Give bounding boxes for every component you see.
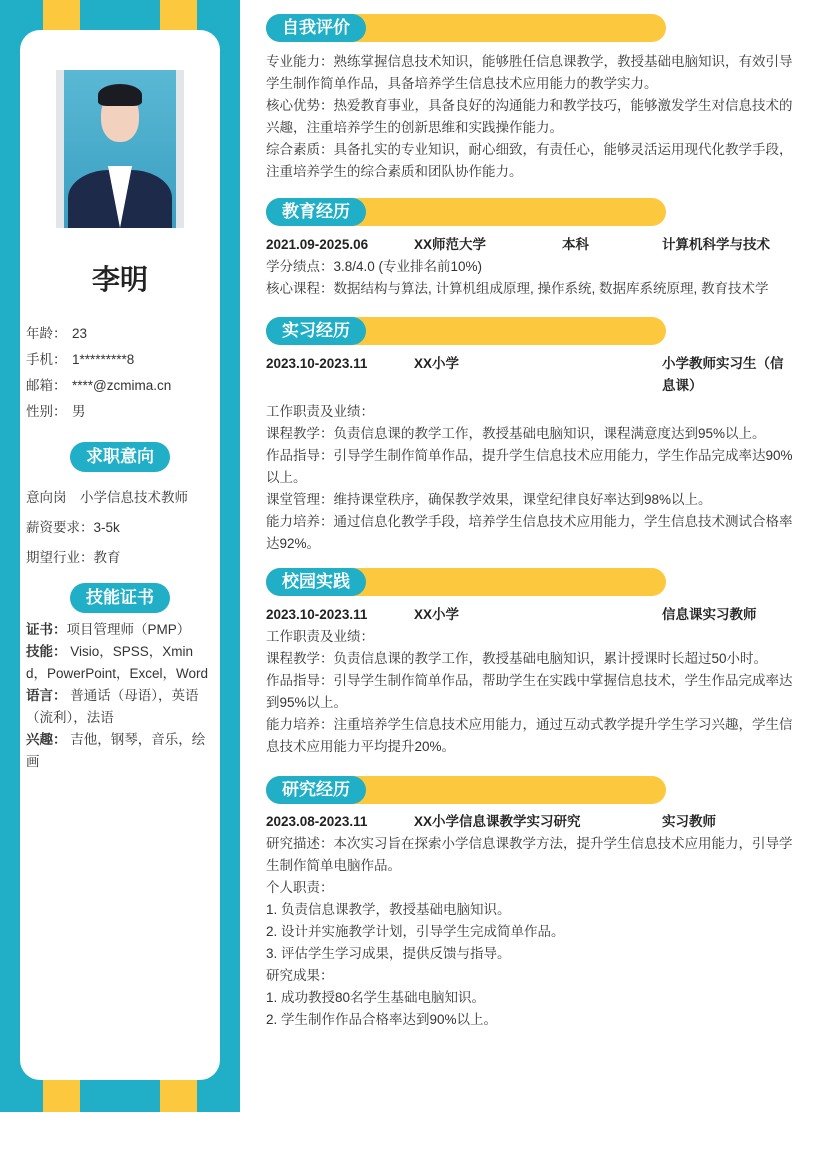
intern-line: 能力培养：通过信息化教学手段，培养学生信息技术应用能力，学生信息技术测试合格率达92%。: [266, 514, 793, 551]
decor-stripe: [43, 0, 80, 30]
decor-stripe: [160, 0, 197, 30]
intent-position: 意向岗 小学信息技术教师: [26, 490, 188, 505]
intent-heading: 求职意向: [70, 442, 170, 472]
research-line: 研究成果：: [266, 968, 334, 983]
edu-school: XX师范大学: [414, 237, 487, 252]
campus-line: 课程教学：负责信息课的教学工作，教授基础电脑知识，累计授课时长超过50小时。: [266, 651, 768, 666]
decor-stripe: [43, 1080, 80, 1112]
research-heading: 研究经历: [266, 776, 666, 804]
profile-photo: [56, 70, 184, 228]
research-line: 1. 负责信息课教学，教授基础电脑知识。: [266, 902, 511, 917]
research-line: 2. 设计并实施教学计划，引导学生完成简单作品。: [266, 924, 565, 939]
intent-industry: 期望行业：教育: [26, 550, 121, 565]
research-role: 实习教师: [662, 814, 716, 829]
skill-hobby: 兴趣： 吉他，钢琴，音乐，绘画: [26, 732, 206, 769]
intern-line: 课堂管理：维持课堂秩序，确保教学效果，课堂纪律良好率达到98%以上。: [266, 492, 712, 507]
campus-role: 信息课实习教师: [662, 607, 757, 622]
info-age: 年龄： 23: [26, 326, 88, 341]
skill-tools: 技能： Visio，SPSS，Xmind，PowerPoint，Excel，Word: [26, 644, 209, 681]
intern-org: XX小学: [414, 356, 460, 371]
intern-role: 小学教师实习生（信息课）: [662, 356, 784, 393]
info-gender: 性别： 男: [26, 404, 86, 419]
research-org: XX小学信息课教学实习研究: [414, 814, 581, 829]
research-date: 2023.08-2023.11: [266, 814, 368, 829]
edu-date: 2021.09-2025.06: [266, 237, 369, 252]
edu-degree: 本科: [562, 237, 589, 252]
research-line: 1. 成功教授80名学生基础电脑知识。: [266, 990, 486, 1005]
intern-line: 工作职责及业绩：: [266, 404, 374, 419]
decor-stripe: [160, 1080, 197, 1112]
intent-salary: 薪资要求：3-5k: [26, 520, 120, 535]
campus-line: 作品指导：引导学生制作简单作品，帮助学生在实践中掌握信息技术，学生作品完成率达到95%以上。: [266, 673, 793, 710]
skill-language: 语言： 普通话（母语），英语（流利），法语: [26, 688, 199, 725]
research-line: 3. 评估学生学习成果，提供反馈与指导。: [266, 946, 511, 961]
edu-heading: 教育经历: [266, 198, 666, 226]
campus-date: 2023.10-2023.11: [266, 607, 368, 622]
intern-date: 2023.10-2023.11: [266, 356, 368, 371]
edu-line: 学分绩点：3.8/4.0 (专业排名前10%): [266, 259, 483, 274]
campus-line: 工作职责及业绩：: [266, 629, 374, 644]
campus-body: [266, 604, 796, 758]
info-email: 邮箱： ****@zcmima.cn: [26, 378, 172, 393]
campus-heading: 校园实践: [266, 568, 666, 596]
skill-cert: 证书：项目管理师（PMP）: [26, 622, 191, 637]
intern-body: [266, 353, 796, 555]
skills-heading: 技能证书: [70, 583, 170, 613]
self-body: [266, 51, 796, 183]
self-line: 综合素质：具备扎实的专业知识，耐心细致，有责任心，能够灵活运用现代化教学手段，注重培养学生的综合素质和团队协作能力。: [266, 142, 793, 179]
skills-list: [26, 619, 214, 773]
self-line: 专业能力：熟练掌握信息技术知识，能够胜任信息课教学，教授基础电脑知识，有效引导学生制作简单作品，具备培养学生信息技术应用能力的教学实力。: [266, 54, 793, 91]
edu-major: 计算机科学与技术: [662, 237, 770, 252]
research-line: 2. 学生制作作品合格率达到90%以上。: [266, 1012, 498, 1027]
self-line: 核心优势：热爱教育事业，具备良好的沟通能力和教学技巧，能够激发学生对信息技术的兴趣，注重培养学生的创新思维和实践操作能力。: [266, 98, 793, 135]
info-phone: 手机： 1*********8: [26, 352, 135, 367]
intern-line: 课程教学：负责信息课的教学工作，教授基础电脑知识，课程满意度达到95%以上。: [266, 426, 766, 441]
research-line: 个人职责：: [266, 880, 334, 895]
self-heading: 自我评价: [266, 14, 666, 42]
research-line: 研究描述：本次实习旨在探索小学信息课教学方法，提升学生信息技术应用能力，引导学生制作简单电脑作品。: [266, 836, 793, 873]
intern-line: 作品指导：引导学生制作简单作品，提升学生信息技术应用能力，学生作品完成率达90%以上。: [266, 448, 793, 485]
research-body: [266, 811, 796, 1031]
campus-line: 能力培养：注重培养学生信息技术应用能力，通过互动式教学提升学生学习兴趣，学生信息技术应用能力平均提升20%。: [266, 717, 793, 754]
candidate-name: 李明: [91, 264, 148, 295]
intern-heading: 实习经历: [266, 317, 666, 345]
campus-org: XX小学: [414, 607, 460, 622]
edu-line: 核心课程：数据结构与算法, 计算机组成原理, 操作系统, 数据库系统原理, 教育技术学: [266, 281, 769, 296]
edu-body: [266, 234, 796, 300]
